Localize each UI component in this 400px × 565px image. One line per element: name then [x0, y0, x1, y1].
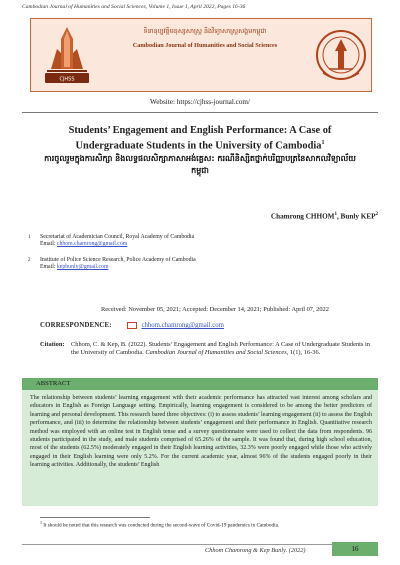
journal-banner: [30, 18, 372, 92]
author-name: Chamrong CHHOM: [270, 212, 335, 221]
footer-divider: [22, 544, 332, 545]
author-affiliation-marker: 2: [375, 212, 378, 217]
affiliation-number: 2: [28, 258, 31, 263]
header-divider: [22, 112, 378, 113]
running-header: Cambodian Journal of Humanities and Social Sciences, Volume 1, Issue 1, April 2022, Pages 16-36: [22, 4, 246, 10]
mail-icon: [127, 322, 137, 329]
citation-text: [71, 341, 370, 357]
author-separator: ,: [336, 212, 341, 221]
citation-volume-pages: 1(1), 16-36.: [289, 349, 321, 357]
abstract-heading: ABSTRACT: [36, 380, 71, 387]
affiliation-number: 1: [28, 235, 31, 240]
page-number-box: [332, 542, 378, 556]
journal-logo-icon: [43, 23, 91, 87]
affiliation-text: Institute of Police Science Research, Police Academy of Cambodia: [40, 257, 196, 263]
footnote-number: 1: [40, 520, 42, 525]
article-title-english: [40, 124, 360, 152]
footnote-text: It should be noted that this research was conducted during the second-wave of Covid-19 pandemics in Cambodia.: [43, 522, 280, 529]
citation-block: [40, 341, 370, 357]
page-number: 16: [351, 545, 359, 553]
correspondence-email-link[interactable]: chhom.chamrong@gmail.com: [141, 322, 224, 330]
affiliation-1: [28, 234, 195, 248]
affiliation-2: [28, 257, 196, 271]
affiliation-text: Secretariat of Academician Council, Royal Academy of Cambodia: [40, 234, 195, 240]
royal-academy-seal-icon: [315, 25, 367, 87]
abstract-text: The relationship between students’ learning engagement with their academic performance has attracted vast interest among scholars and educators in English as Foreign Language setting. Empirically, learning engagement is considered to be among the better predictors of learning and personal development. This research bared three objectives: (i) to assess students’ learning engagement (ii) to assess the English performance, and (iii) to determine the relationship between students’ engagement and their performance in English. Quantitative research method was employed with an online test in English tense and a survey questionnaire were used to collect the data from respondents. 96 students participated in the study, and male students comprised of 65.26% of the sample. It was found that, during high school education, most of the students (62.5%) moderately engaged in their English learning activities, 32.3% were poorly engaged while those who actively engaged in their English learning were only 5.2%. For the current academic year, almost 96% of the students engaged poorly in their learning activities. Additionally, the students’ English: [30, 395, 372, 469]
citation-label: Citation:: [40, 341, 65, 348]
correspondence-label: CORRESPONDENCE:: [40, 322, 112, 330]
title-text: Students’ Engagement and English Performance: A Case of Undergraduate Students in the University of Cambodia: [68, 125, 332, 152]
author-name: Bunly KEP: [340, 212, 376, 221]
abstract-header: [22, 378, 378, 390]
journal-website[interactable]: Website: https://cjhss-journal.com/: [149, 98, 251, 106]
svg-text:CJHSS: CJHSS: [59, 76, 75, 83]
footnote-divider: [40, 517, 150, 518]
citation-authors-title: Chhom, C. & Kep, B. (2022). Students’ Engagement and English Performance: A Case of Undergraduate Students in the University of Cambodia.: [71, 341, 370, 357]
citation-journal: Cambodian Journal of Humanities and Social Sciences,: [145, 349, 289, 357]
footer-citation: Chhom Chamrong & Kep Bunly. (2022): [205, 547, 306, 554]
correspondence: [40, 322, 224, 329]
affiliation-email-link[interactable]: kepbunly@gmail.com: [56, 264, 109, 271]
article-title-khmer: ការចូលរួមក្នុងការសិក្សា និងលទ្ធផលសិក្សាភាសាអង់គ្លេស: ករណីនិស្សិតថ្នាក់បរិញ្ញាបត្រនៃសាកលវិទ្យាល័យកម្ពុជា: [44, 154, 356, 175]
title-footnote-marker[interactable]: 1: [321, 140, 325, 146]
email-label: Email:: [40, 241, 57, 248]
journal-title-english: Cambodian Journal of Humanities and Social Sciences: [132, 42, 278, 49]
publication-dates: Received: November 05, 2021; Accepted: December 14, 2021; Published: April 07, 2022: [101, 306, 329, 313]
author-affiliation-marker: 1: [334, 212, 337, 217]
affiliation-email-link[interactable]: chhom.chamrong@gmail.com: [56, 241, 128, 248]
footnote: [40, 520, 279, 529]
email-label: Email:: [40, 264, 57, 271]
author-list: [271, 212, 378, 220]
journal-title-khmer: ទិនានុប្បវត្តិមនុស្សសាស្ត្រ និងវិទ្យាសាស្ត្រសង្គមកម្ពុជា: [143, 27, 267, 35]
